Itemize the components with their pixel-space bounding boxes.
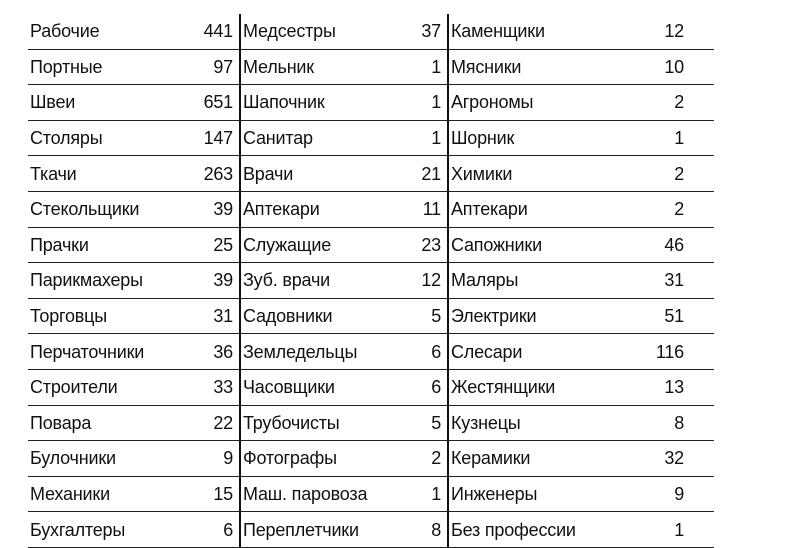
occupation-name: Фотографы	[240, 441, 390, 477]
occupation-name: Зуб. врачи	[240, 263, 390, 299]
occupation-count: 31	[180, 298, 240, 334]
table-row	[28, 405, 714, 441]
occupation-name: Аптекари	[448, 191, 602, 227]
occupation-count: 2	[602, 156, 714, 192]
occupation-count: 39	[180, 191, 240, 227]
occupation-count: 12	[602, 14, 714, 49]
occupation-name: Бухгалтеры	[28, 512, 180, 548]
occupation-name: Химики	[448, 156, 602, 192]
occupation-name: Портные	[28, 49, 180, 85]
occupation-name: Шорник	[448, 120, 602, 156]
occupation-count: 12	[390, 263, 448, 299]
occupation-count: 1	[390, 120, 448, 156]
occupation-name: Без профессии	[448, 512, 602, 548]
occupation-name: Служащие	[240, 227, 390, 263]
occupation-name: Часовщики	[240, 369, 390, 405]
occupation-name: Медсестры	[240, 14, 390, 49]
occupation-name: Аптекари	[240, 191, 390, 227]
occupation-count: 23	[390, 227, 448, 263]
occupation-name: Парикмахеры	[28, 263, 180, 299]
occupation-name: Врачи	[240, 156, 390, 192]
occupation-count: 2	[390, 441, 448, 477]
occupation-count: 1	[390, 85, 448, 121]
occupation-name: Рабочие	[28, 14, 180, 49]
table-row	[28, 191, 714, 227]
occupation-name: Керамики	[448, 441, 602, 477]
occupation-count: 5	[390, 298, 448, 334]
occupation-count: 15	[180, 476, 240, 512]
occupation-name: Садовники	[240, 298, 390, 334]
occupation-name: Маш. паровоза	[240, 476, 390, 512]
occupation-count: 2	[602, 191, 714, 227]
table-row	[28, 512, 714, 548]
occupation-count: 1	[602, 120, 714, 156]
occupation-name: Сапожники	[448, 227, 602, 263]
occupation-name: Агрономы	[448, 85, 602, 121]
occupation-count: 22	[180, 405, 240, 441]
occupation-name: Трубочисты	[240, 405, 390, 441]
occupation-name: Переплетчики	[240, 512, 390, 548]
occupation-count: 6	[390, 334, 448, 370]
occupation-count: 147	[180, 120, 240, 156]
table-row	[28, 298, 714, 334]
occupation-count: 8	[390, 512, 448, 548]
table-row	[28, 369, 714, 405]
table-row	[28, 334, 714, 370]
occupation-name: Шапочник	[240, 85, 390, 121]
occupation-name: Механики	[28, 476, 180, 512]
occupation-name: Санитар	[240, 120, 390, 156]
occupation-name: Маляры	[448, 263, 602, 299]
table-row	[28, 227, 714, 263]
occupation-count: 37	[390, 14, 448, 49]
table-row	[28, 263, 714, 299]
occupation-name: Стекольщики	[28, 191, 180, 227]
occupation-name: Ткачи	[28, 156, 180, 192]
occupation-count: 46	[602, 227, 714, 263]
occupation-count: 11	[390, 191, 448, 227]
occupation-name: Швеи	[28, 85, 180, 121]
occupation-count: 9	[602, 476, 714, 512]
occupation-count: 116	[602, 334, 714, 370]
occupation-name: Слесари	[448, 334, 602, 370]
table-row	[28, 14, 714, 49]
occupation-count: 1	[390, 476, 448, 512]
occupation-count: 1	[390, 49, 448, 85]
occupation-table	[28, 14, 714, 548]
occupation-count: 1	[602, 512, 714, 548]
occupation-name: Прачки	[28, 227, 180, 263]
occupation-count: 32	[602, 441, 714, 477]
occupation-name: Жестянщики	[448, 369, 602, 405]
occupation-count: 2	[602, 85, 714, 121]
occupation-count: 13	[602, 369, 714, 405]
table-row	[28, 85, 714, 121]
occupation-count: 441	[180, 14, 240, 49]
occupation-count: 6	[180, 512, 240, 548]
occupation-name: Мясники	[448, 49, 602, 85]
occupation-count: 21	[390, 156, 448, 192]
occupation-name: Строители	[28, 369, 180, 405]
occupation-name: Мельник	[240, 49, 390, 85]
occupation-count: 39	[180, 263, 240, 299]
table-body	[28, 14, 714, 547]
occupation-name: Столяры	[28, 120, 180, 156]
table-row	[28, 120, 714, 156]
table-row	[28, 476, 714, 512]
occupation-name: Кузнецы	[448, 405, 602, 441]
table-row	[28, 441, 714, 477]
occupation-name: Земледельцы	[240, 334, 390, 370]
occupation-name: Каменщики	[448, 14, 602, 49]
occupation-count: 36	[180, 334, 240, 370]
occupation-count: 97	[180, 49, 240, 85]
occupation-name: Перчаточники	[28, 334, 180, 370]
occupation-count: 5	[390, 405, 448, 441]
occupation-name: Торговцы	[28, 298, 180, 334]
occupation-count: 31	[602, 263, 714, 299]
table-row	[28, 156, 714, 192]
occupation-name: Булочники	[28, 441, 180, 477]
occupation-count: 263	[180, 156, 240, 192]
occupation-name: Инженеры	[448, 476, 602, 512]
occupation-name: Повара	[28, 405, 180, 441]
occupation-table-container	[28, 14, 714, 548]
occupation-name: Электрики	[448, 298, 602, 334]
occupation-count: 6	[390, 369, 448, 405]
occupation-count: 651	[180, 85, 240, 121]
occupation-count: 9	[180, 441, 240, 477]
occupation-count: 33	[180, 369, 240, 405]
occupation-count: 25	[180, 227, 240, 263]
occupation-count: 10	[602, 49, 714, 85]
occupation-count: 51	[602, 298, 714, 334]
table-row	[28, 49, 714, 85]
occupation-count: 8	[602, 405, 714, 441]
